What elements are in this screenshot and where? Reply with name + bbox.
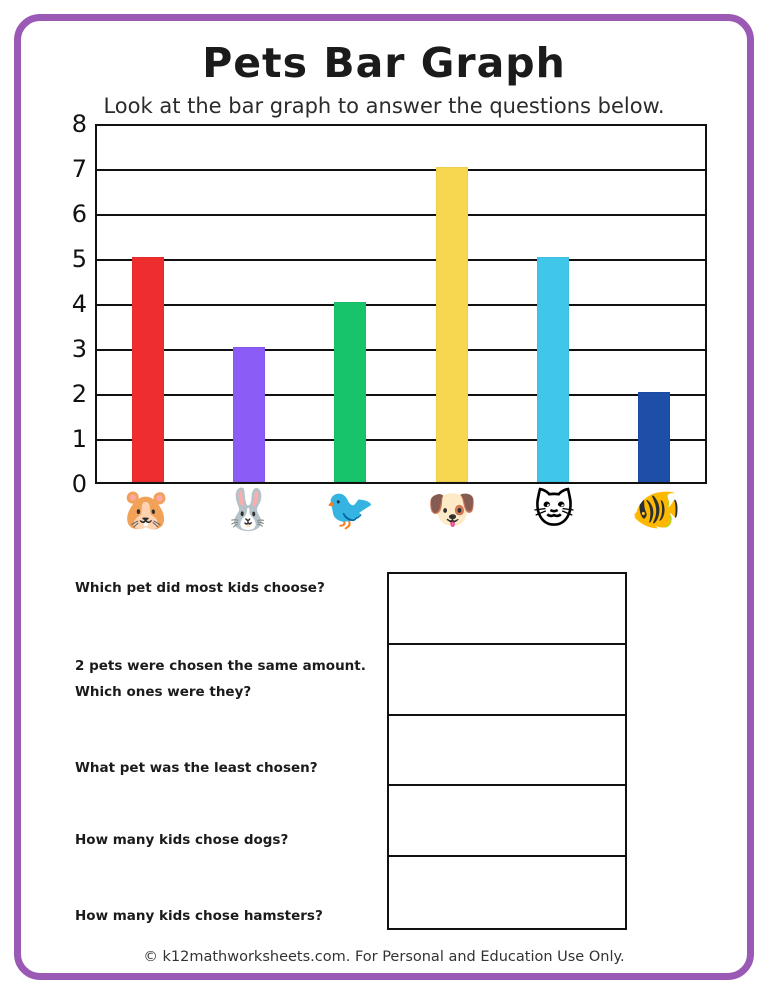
bird-icon: 🐦 — [325, 487, 375, 534]
y-tick-label: 5 — [71, 245, 87, 274]
question-2-line-2: Which ones were they? — [75, 684, 252, 701]
plot-area — [95, 124, 707, 484]
cat-icon: 🐱 — [533, 487, 575, 534]
icon-slot — [197, 487, 299, 534]
answer-cell-5[interactable] — [389, 857, 625, 928]
y-tick-label: 4 — [71, 290, 87, 319]
answer-cell-4[interactable] — [389, 786, 625, 857]
rabbit-icon: 🐰 — [223, 487, 273, 534]
y-tick-label: 7 — [71, 155, 87, 184]
answer-box — [387, 572, 627, 930]
bar-rabbit — [233, 347, 265, 482]
icon-slot — [605, 487, 707, 534]
icon-slot — [503, 487, 605, 534]
hamster-icon: 🐹 — [121, 487, 171, 534]
y-tick-label: 1 — [71, 425, 87, 454]
y-axis — [51, 110, 87, 499]
bar-slot — [198, 126, 299, 482]
bar-fish — [638, 392, 670, 482]
footer-credit: © k12mathworksheets.com. For Personal and Education Use Only. — [143, 949, 625, 965]
question-4: How many kids chose dogs? — [75, 832, 289, 849]
y-tick-label: 3 — [71, 335, 87, 364]
bar-bird — [334, 302, 366, 482]
category-icons-row — [95, 487, 707, 562]
bar-slot — [604, 126, 705, 482]
question-5: How many kids chose hamsters? — [75, 908, 323, 925]
icon-slot — [299, 487, 401, 534]
bar-dog — [436, 167, 468, 482]
bar-slot — [300, 126, 401, 482]
worksheet-frame — [14, 14, 754, 980]
page-title: Pets Bar Graph — [202, 39, 566, 87]
y-tick-label: 2 — [71, 380, 87, 409]
answer-cell-1[interactable] — [389, 574, 625, 645]
bar-slot — [97, 126, 198, 482]
icon-slot — [95, 487, 197, 534]
bar-cat — [537, 257, 569, 482]
question-2-line-1: 2 pets were chosen the same amount. — [75, 658, 366, 675]
answer-cell-3[interactable] — [389, 716, 625, 787]
question-3: What pet was the least chosen? — [75, 760, 318, 777]
question-1: Which pet did most kids choose? — [75, 580, 325, 597]
bars-container — [97, 126, 705, 482]
instructions-text: Look at the bar graph to answer the questions below. — [103, 94, 665, 119]
dog-icon: 🐶 — [427, 487, 477, 534]
bar-slot — [502, 126, 603, 482]
y-tick-label: 8 — [71, 110, 87, 139]
bar-slot — [401, 126, 502, 482]
fish-icon: 🐠 — [631, 487, 681, 534]
y-tick-label: 0 — [71, 470, 87, 499]
questions-section — [39, 568, 729, 940]
bar-chart — [39, 110, 729, 564]
icon-slot — [401, 487, 503, 534]
answer-cell-2[interactable] — [389, 645, 625, 716]
bar-hamster — [132, 257, 164, 482]
y-tick-label: 6 — [71, 200, 87, 229]
